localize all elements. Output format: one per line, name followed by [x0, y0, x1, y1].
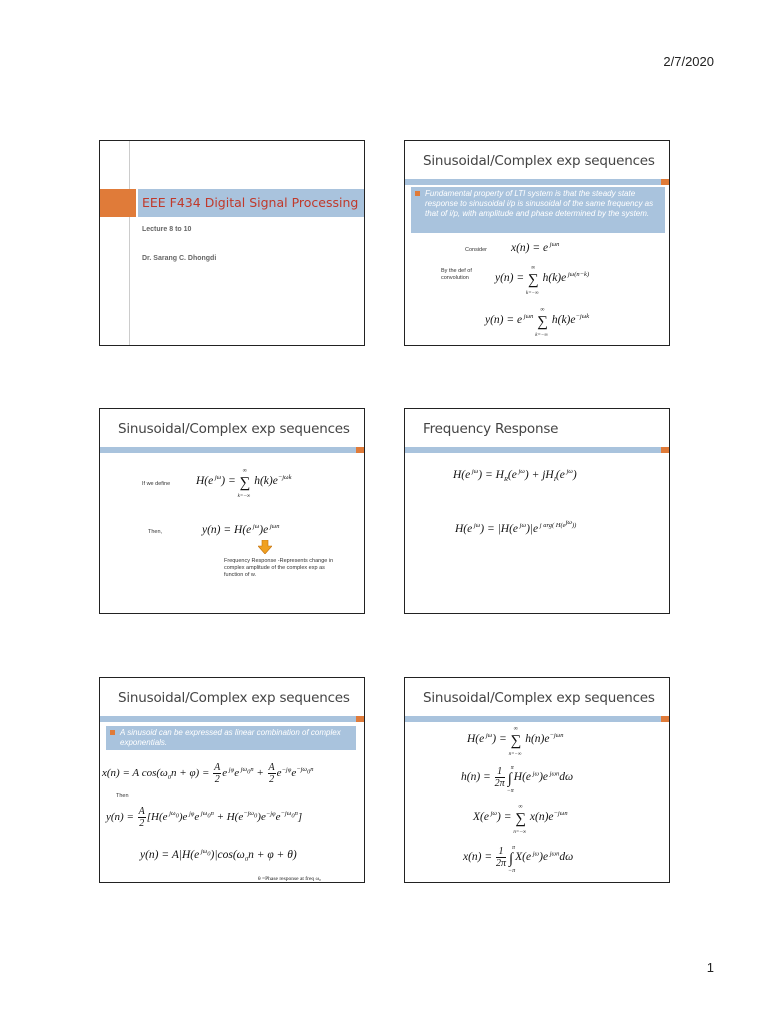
document-date: 2/7/2020: [663, 54, 714, 69]
heading-bar: [405, 716, 669, 722]
equation-input: x(n) = e $^{j\omega n}$: [511, 241, 560, 254]
heading-bar: [405, 447, 669, 453]
frequency-response-note: Frequency Response -Represents change in complex amplitude of the complex exp as function of w.: [224, 558, 334, 578]
bullet-text: A sinusoid can be expressed as linear combination of complex exponentials.: [120, 728, 341, 747]
slide-sinusoidal-3: [99, 677, 365, 883]
bullet-square-icon: [110, 730, 115, 735]
slide-title: [99, 140, 365, 346]
course-title: EEE F434 Digital Signal Processing: [142, 195, 359, 210]
equation-convolution: y(n) = ∑ ∞ k=−∞ h(k)e $^{j\omega(n-k)}$: [495, 264, 590, 296]
define-label: If we define: [142, 481, 171, 487]
convolution-label: By the def of convolution: [441, 268, 472, 281]
then-label: Then,: [148, 529, 163, 535]
slide-sinusoidal-2: [99, 408, 365, 614]
equation-cosine-expansion: x(n) = A $\cos(\omega_0n + \varphi)$ = $\frac{A}{2}$ e $^{j\varphi}$e $^{j\omega_0n}$ + $\frac{A}{2}$ $e^{-j\varphi}e^{-j\omega_0n}$: [102, 762, 314, 785]
bullet-point: [106, 726, 356, 750]
heading-bar: [100, 716, 364, 722]
equation-output: y(n) = e $^{j\omega n}$ ∑ ∞ k=−∞ $h(k)e^{-j\omega k}$: [485, 306, 590, 338]
slide-sinusoidal-1: [404, 140, 670, 346]
then-label: Then: [116, 793, 129, 799]
equation-idtft-x: x(n) = $\frac{1}{2\pi}$ ∫ π −π X(e $^{j\omega}$)e $^{j\omega n}$dω: [463, 845, 574, 875]
bullet-point: [411, 187, 665, 233]
equation-magnitude-phase: H(e $^{j\omega}$) = |H(e $^{j\omega}$)|e $^{j arg( H(e^{j\omega}))}$: [455, 519, 577, 535]
equation-frequency-response-def: H(e $^{j\omega}$) = ∑ ∞ k=−∞ $h(k)e^{-j\omega k}$: [196, 467, 292, 499]
heading-bar: [100, 447, 364, 453]
equation-dtft-h: H(e $^{j\omega}$) = ∑ ∞ n=−∞ $h(n)e^{-j\omega n}$: [467, 725, 564, 757]
bullet-text: Fundamental property of LTI system is that the steady state response to sinusoidal i/p is sinusoidal of the same frequency as that of i/p, with amplitude and phase determined by the system.: [425, 189, 654, 218]
slide-sinusoidal-4: [404, 677, 670, 883]
equation-dtft-x: X(e $^{j\omega}$) = ∑ ∞ n=−∞ $x(n)e^{-j\omega n}$: [473, 803, 568, 835]
slide-heading: Sinusoidal/Complex exp sequences: [423, 153, 655, 169]
orange-accent-block: [100, 189, 136, 217]
slide-frequency-response: [404, 408, 670, 614]
page-number: 1: [706, 960, 714, 975]
arrow-down-icon: [258, 540, 272, 554]
phase-footnote: θ =Phase response at freq ω₀: [258, 876, 322, 882]
equation-idtft-h: h(n) = $\frac{1}{2\pi}$ ∫ π −π H(e $^{j\omega}$)e $^{j\omega n}$dω: [461, 765, 574, 795]
equation-real-imag: H(e $^{j\omega}) = H_R(e$ $^{j\omega}) + jH_I(e$ $^{j\omega}$): [453, 468, 577, 484]
slide-heading: Sinusoidal/Complex exp sequences: [118, 421, 350, 437]
equation-output-cosine: y(n) = A|H(e $^{j\omega_0})|\cos(\omega_0n + \varphi + \theta)$: [140, 848, 297, 864]
bullet-square-icon: [415, 191, 420, 196]
equation-output: y(n) = H(e $^{j\omega}$)e $^{j\omega n}$: [202, 523, 280, 536]
consider-label: Consider: [465, 247, 488, 253]
lecture-range: Lecture 8 to 10: [142, 226, 192, 233]
slide-heading: Sinusoidal/Complex exp sequences: [118, 690, 350, 706]
slide-divider-line: [129, 141, 130, 345]
heading-bar: [405, 179, 669, 185]
equation-output-expansion: y(n) = $\frac{A}{2}$ [H(e $^{j\omega_0}$)e $^{j\varphi}$e $^{j\omega_0n} + H(e^{-j\omega_0})e^{-j\varphi}e^{-j\omega_0n}$]: [106, 806, 303, 829]
slide-heading: Frequency Response: [423, 421, 559, 437]
slide-heading: Sinusoidal/Complex exp sequences: [423, 690, 655, 706]
author-name: Dr. Sarang C. Dhongdi: [142, 255, 217, 262]
